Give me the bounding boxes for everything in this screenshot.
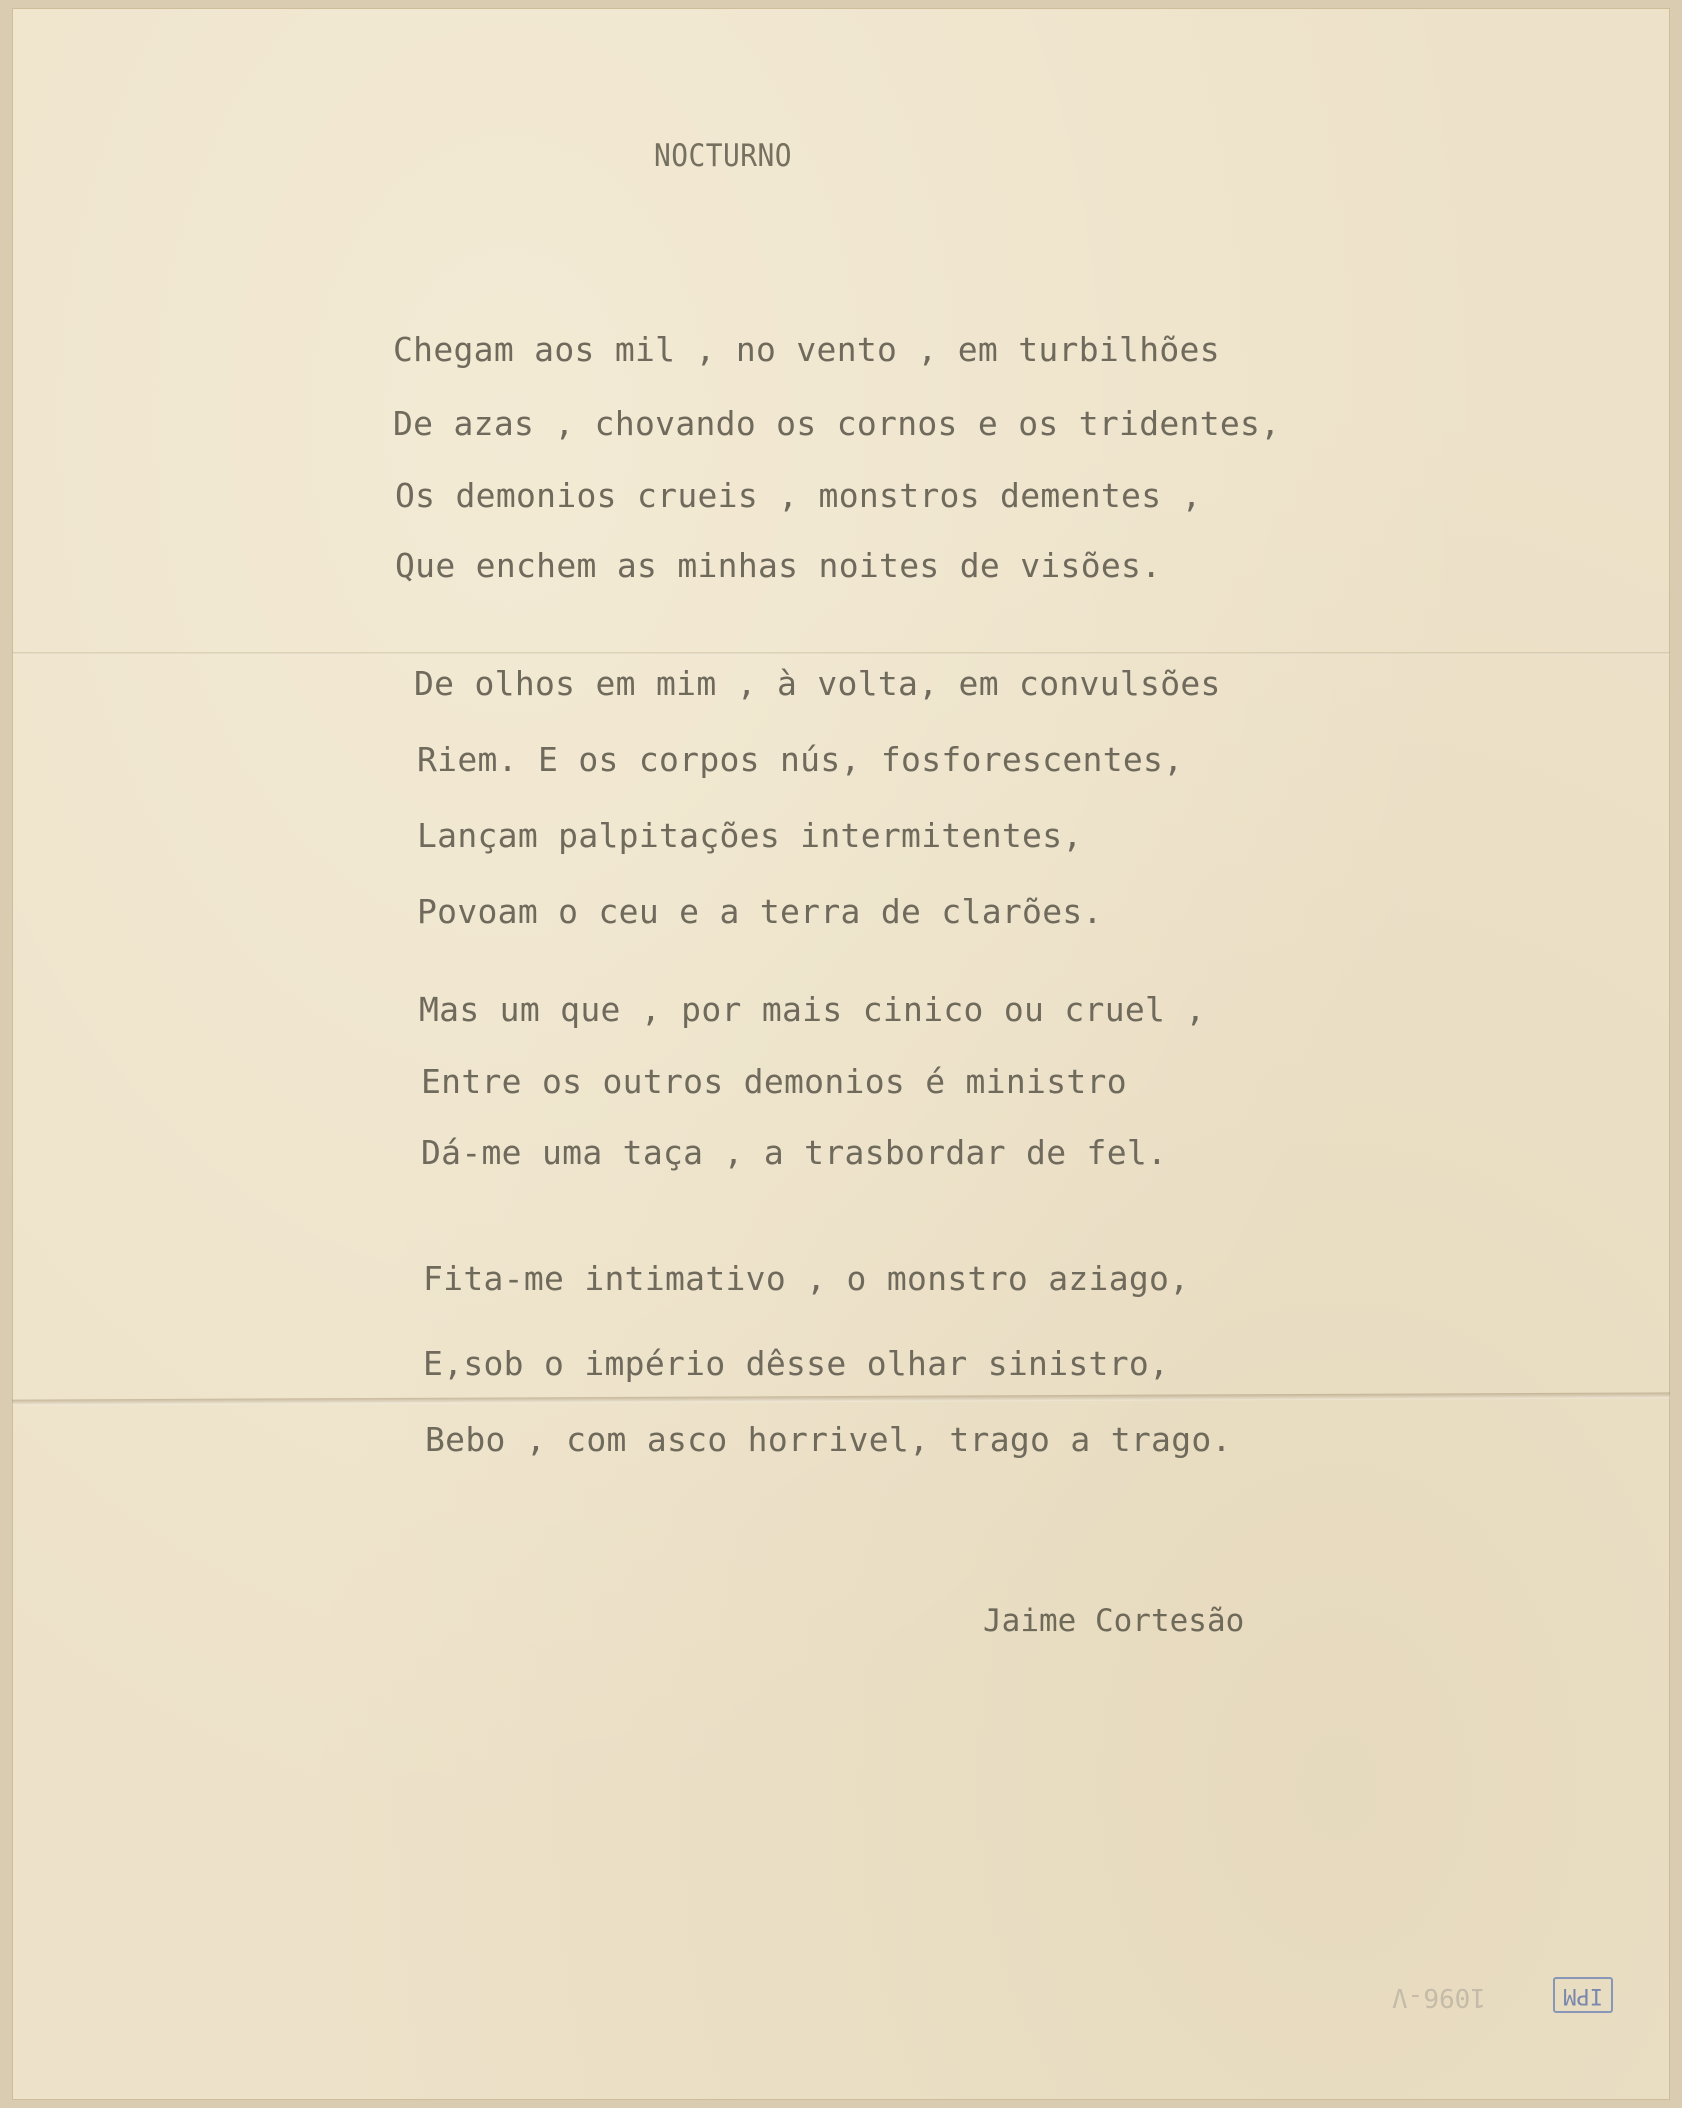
poem-line: De azas , chovando os cornos e os tridentes, bbox=[393, 404, 1281, 443]
poem-line: Chegam aos mil , no vento , em turbilhões bbox=[393, 330, 1220, 369]
paper-fold bbox=[12, 652, 1670, 655]
author-signature: Jaime Cortesão bbox=[983, 1603, 1245, 1639]
poem-line: Bebo , com asco horrivel, trago a trago. bbox=[425, 1420, 1232, 1459]
poem-line: Dá-me uma taça , a trasbordar de fel. bbox=[421, 1133, 1168, 1172]
poem-line: E,sob o império dêsse olhar sinistro, bbox=[423, 1344, 1170, 1383]
poem-line: Fita-me intimativo , o monstro aziago, bbox=[423, 1259, 1190, 1298]
poem-line: Que enchem as minhas noites de visões. bbox=[395, 546, 1162, 585]
poem-line: De olhos em mim , à volta, em convulsões bbox=[414, 664, 1221, 703]
poem-line: Lançam palpitações intermitentes, bbox=[417, 816, 1083, 855]
poem-line: Riem. E os corpos nús, fosforescentes, bbox=[417, 740, 1184, 779]
archive-stamp: IPM bbox=[1553, 1977, 1613, 2013]
archive-number: 1096-V bbox=[1392, 1982, 1486, 2012]
poem-line: Entre os outros demonios é ministro bbox=[421, 1062, 1127, 1101]
poem-line: Os demonios crueis , monstros dementes , bbox=[395, 476, 1202, 515]
paper-sheet bbox=[12, 8, 1670, 2100]
poem-title: NOCTURNO bbox=[654, 138, 792, 174]
poem-line: Povoam o ceu e a terra de clarões. bbox=[417, 892, 1103, 931]
poem-line: Mas um que , por mais cinico ou cruel , bbox=[419, 990, 1206, 1029]
